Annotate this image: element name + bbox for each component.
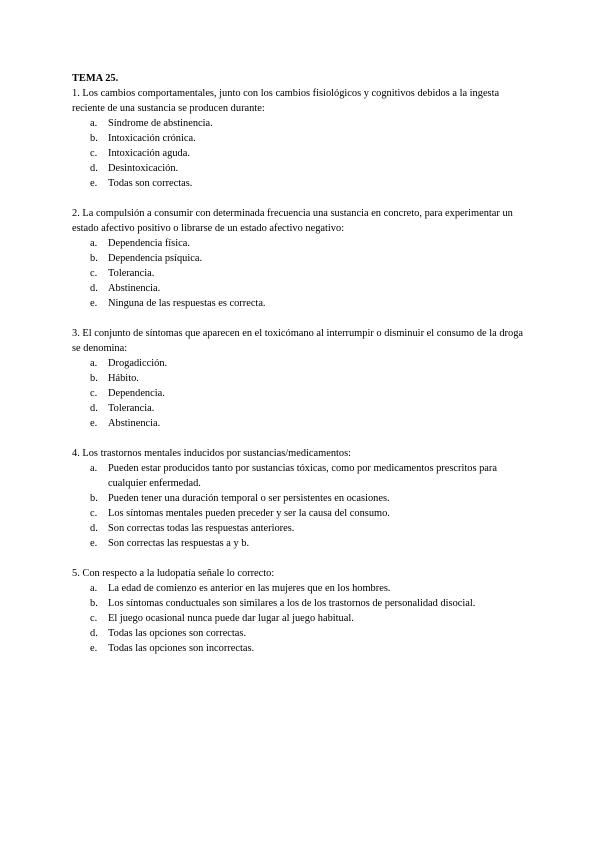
option-letter: e. — [90, 538, 98, 549]
question-4 — [72, 446, 532, 551]
option-text: Abstinencia. — [108, 283, 161, 294]
option-b — [72, 491, 532, 506]
option-c — [72, 266, 532, 281]
option-letter: b. — [90, 493, 98, 504]
option-text: Drogadicción. — [108, 358, 168, 369]
question-stem: 3. El conjunto de síntomas que aparecen en el toxicómano al interrumpir o disminuir el consumo de la droga se denomina: — [72, 328, 524, 354]
option-letter: b. — [90, 253, 98, 264]
option-text: El juego ocasional nunca puede dar lugar al juego habitual. — [108, 613, 354, 624]
option-b — [72, 131, 532, 146]
option-letter: d. — [90, 283, 98, 294]
question-stem: 4. Los trastornos mentales inducidos por sustancias/medicamentos: — [72, 448, 352, 459]
option-text: Pueden tener una duración temporal o ser persistentes en ocasiones. — [108, 493, 390, 504]
question-stem: 5. Con respecto a la ludopatía señale lo correcto: — [72, 568, 275, 579]
question-stem: 1. Los cambios comportamentales, junto con los cambios fisiológicos y cognitivos debidos a la ingesta reciente de una sustancia se producen durante: — [72, 88, 500, 114]
option-e — [72, 641, 532, 656]
option-letter: d. — [90, 163, 98, 174]
option-a — [72, 356, 532, 371]
option-c — [72, 146, 532, 161]
option-letter: d. — [90, 403, 98, 414]
option-letter: a. — [90, 358, 98, 369]
options-list — [72, 116, 532, 191]
option-b — [72, 251, 532, 266]
option-d — [72, 521, 532, 536]
option-letter: a. — [90, 118, 98, 129]
option-text: Tolerancia. — [108, 403, 155, 414]
option-b — [72, 371, 532, 386]
document-title: TEMA 25. — [72, 73, 119, 84]
option-b — [72, 596, 532, 611]
option-text: Hábito. — [108, 373, 139, 384]
option-d — [72, 401, 532, 416]
option-d — [72, 161, 532, 176]
option-text: Son correctas todas las respuestas anteriores. — [108, 523, 295, 534]
option-a — [72, 236, 532, 251]
option-letter: a. — [90, 463, 98, 474]
option-a — [72, 116, 532, 131]
question-3 — [72, 326, 532, 431]
option-text: Los síntomas conductuales son similares a los de los trastornos de personalidad disocial. — [108, 598, 476, 609]
option-e — [72, 416, 532, 431]
option-text: Síndrome de abstinencia. — [108, 118, 213, 129]
option-text: Abstinencia. — [108, 418, 161, 429]
document-page — [72, 71, 532, 671]
option-text: La edad de comienzo es anterior en las mujeres que en los hombres. — [108, 583, 391, 594]
option-letter: a. — [90, 238, 98, 249]
option-e — [72, 296, 532, 311]
options-list — [72, 461, 532, 551]
options-list — [72, 581, 532, 656]
option-text: Pueden estar producidos tanto por sustancias tóxicas, como por medicamentos prescritos para cualquier enfermedad. — [108, 463, 497, 489]
option-letter: d. — [90, 628, 98, 639]
option-text: Todas son correctas. — [108, 178, 193, 189]
option-c — [72, 611, 532, 626]
option-text: Todas las opciones son correctas. — [108, 628, 247, 639]
option-letter: e. — [90, 298, 98, 309]
option-letter: e. — [90, 178, 98, 189]
option-text: Intoxicación crónica. — [108, 133, 196, 144]
option-letter: c. — [90, 508, 98, 519]
option-letter: b. — [90, 133, 98, 144]
option-d — [72, 626, 532, 641]
question-1 — [72, 86, 532, 191]
option-e — [72, 536, 532, 551]
option-letter: b. — [90, 373, 98, 384]
options-list — [72, 356, 532, 431]
option-letter: e. — [90, 418, 98, 429]
option-letter: e. — [90, 643, 98, 654]
option-text: Desintoxicación. — [108, 163, 179, 174]
question-2 — [72, 206, 532, 311]
option-letter: d. — [90, 523, 98, 534]
option-a — [72, 581, 532, 596]
option-text: Dependencia física. — [108, 238, 190, 249]
option-letter: c. — [90, 388, 98, 399]
option-text: Son correctas las respuestas a y b. — [108, 538, 250, 549]
options-list — [72, 236, 532, 311]
option-letter: b. — [90, 598, 98, 609]
option-e — [72, 176, 532, 191]
question-stem: 2. La compulsión a consumir con determinada frecuencia una sustancia en concreto, para experimentar un estado afectivo positivo o librarse de un estado afectivo negativo: — [72, 208, 513, 234]
option-c — [72, 386, 532, 401]
option-letter: c. — [90, 148, 98, 159]
option-letter: c. — [90, 268, 98, 279]
option-a — [72, 461, 532, 491]
option-d — [72, 281, 532, 296]
option-text: Dependencia. — [108, 388, 165, 399]
option-text: Los síntomas mentales pueden preceder y ser la causa del consumo. — [108, 508, 390, 519]
option-text: Ninguna de las respuestas es correcta. — [108, 298, 266, 309]
option-text: Tolerancia. — [108, 268, 155, 279]
option-text: Dependencia psíquica. — [108, 253, 203, 264]
option-letter: c. — [90, 613, 98, 624]
question-5 — [72, 566, 532, 656]
option-letter: a. — [90, 583, 98, 594]
option-c — [72, 506, 532, 521]
option-text: Intoxicación aguda. — [108, 148, 190, 159]
option-text: Todas las opciones son incorrectas. — [108, 643, 255, 654]
